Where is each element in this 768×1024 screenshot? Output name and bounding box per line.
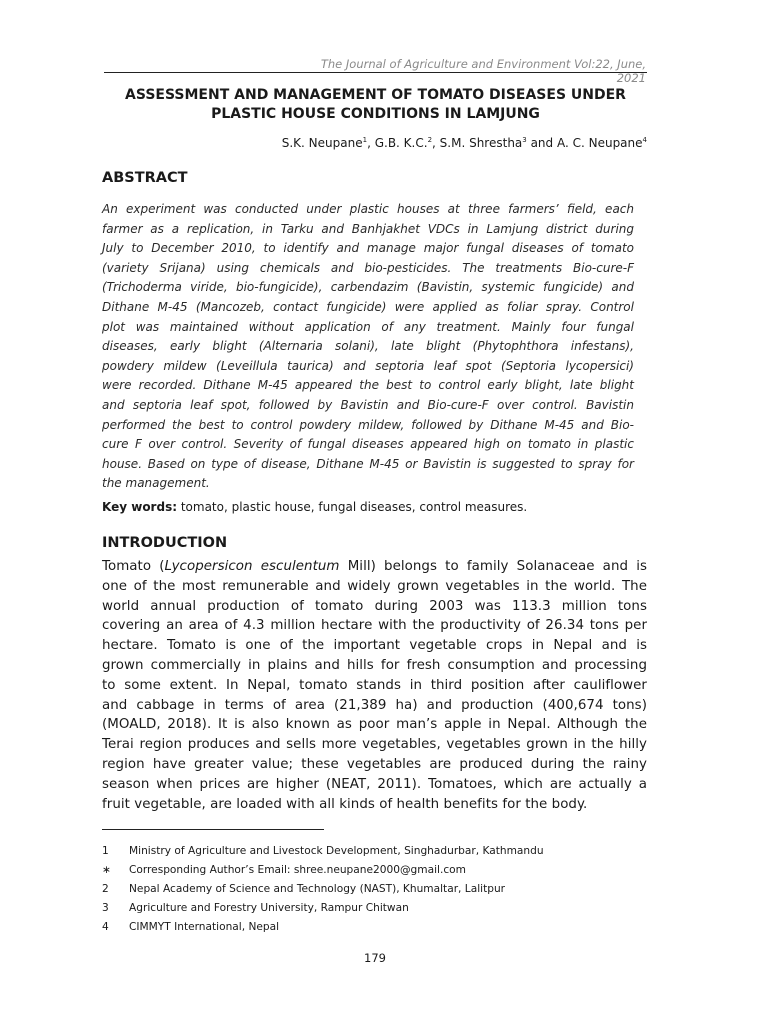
introduction-line: grown commercially in plains and hills for fresh consumption and processing — [102, 657, 647, 673]
introduction-line: one of the most remunerable and widely grown vegetables in the world. The — [102, 578, 647, 594]
intro-text-segment: Mill) belongs to family Solanaceae and is — [339, 559, 647, 574]
author-affiliation-mark: 3 — [522, 136, 527, 144]
abstract-line: powdery mildew (Leveillula taurica) and septoria leaf spot (Septoria lycopersici) — [102, 358, 634, 373]
author-separator: , — [367, 136, 375, 150]
species-name: Lycopersicon esculentum — [164, 559, 340, 574]
footnote-text: Ministry of Agriculture and Livestock Development, Singhadurbar, Kathmandu — [129, 845, 544, 857]
author-list — [200, 136, 647, 150]
footnote-mark: 3 — [102, 902, 109, 914]
abstract-heading: ABSTRACT — [102, 170, 188, 186]
author-separator: and — [526, 136, 557, 150]
abstract-line: plot was maintained without application of any treatment. Mainly four fungal — [102, 319, 634, 334]
abstract-line: the management. — [102, 476, 210, 491]
footnote-text: Corresponding Author’s Email: shree.neupane2000@gmail.com — [129, 864, 466, 876]
author-name: G.B. K.C. — [374, 136, 428, 150]
footnote — [102, 864, 662, 883]
footnote-text: CIMMYT International, Nepal — [129, 921, 280, 933]
introduction-line: hectare. Tomato is one of the important vegetable crops in Nepal and is — [102, 638, 647, 654]
author-name: S.M. Shrestha — [439, 136, 523, 150]
abstract-body — [102, 200, 634, 494]
footnote — [102, 845, 662, 864]
abstract-line: performed the best to control powdery mildew, followed by Dithane M-45 and Bio- — [102, 417, 634, 432]
footnote-mark: 1 — [102, 845, 109, 857]
introduction-line: world annual production of tomato during 2003 was 113.3 million tons — [102, 598, 647, 614]
keywords-text: tomato, plastic house, fungal diseases, control measures. — [177, 500, 528, 514]
author-affiliation-mark: 4 — [642, 136, 647, 144]
introduction-line: covering an area of 4.3 million hectare with the productivity of 26.34 tons per — [102, 618, 647, 634]
introduction-line: season when prices are higher (NEAT, 2011). Tomatoes, which are actually a — [102, 776, 647, 792]
abstract-line: July to December 2010, to identify and manage major fungal diseases of tomato — [102, 241, 634, 256]
introduction-line: and cabbage in terms of area (21,389 ha) and production (400,674 tons) — [102, 697, 647, 713]
introduction-line — [102, 557, 647, 577]
footnote-mark: 2 — [102, 883, 109, 895]
intro-text-segment: Tomato ( — [102, 559, 165, 574]
header-rule — [104, 72, 647, 73]
footnote-text: Agriculture and Forestry University, Rampur Chitwan — [129, 902, 409, 914]
abstract-line: house. Based on type of disease, Dithane M-45 or Bavistin is suggested to spray for — [102, 456, 634, 471]
author-separator: , — [432, 136, 440, 150]
author-name: A. C. Neupane — [556, 136, 643, 150]
page-number: 179 — [364, 951, 386, 965]
title-line: ASSESSMENT AND MANAGEMENT OF TOMATO DISEASES UNDER — [125, 87, 626, 103]
author-affiliation-mark: 2 — [427, 136, 433, 144]
abstract-line: Dithane M-45 (Mancozeb, contact fungicide) were applied as foliar spray. Control — [102, 299, 634, 314]
footnote — [102, 921, 662, 940]
abstract-line: diseases, early blight (Alternaria solani), late blight (Phytophthora infestans), — [102, 339, 634, 354]
author-name: S.K. Neupane — [281, 136, 363, 150]
article-title — [104, 86, 647, 124]
title-line: PLASTIC HOUSE CONDITIONS IN LAMJUNG — [211, 106, 540, 122]
introduction-body — [102, 557, 647, 814]
abstract-line: were recorded. Dithane M-45 appeared the best to control early blight, late blight — [102, 378, 634, 393]
abstract-line: farmer as a replication, in Tarku and Banhjakhet VDCs in Lamjung district during — [102, 221, 634, 236]
introduction-line: fruit vegetable, are loaded with all kinds of health benefits for the body. — [102, 796, 588, 812]
introduction-heading: INTRODUCTION — [102, 535, 228, 551]
introduction-line: to some extent. In Nepal, tomato stands in third position after cauliflower — [102, 677, 647, 693]
footnote-text: Nepal Academy of Science and Technology (NAST), Khumaltar, Lalitpur — [129, 883, 506, 895]
footnote-mark: ∗ — [102, 864, 111, 876]
footnote-list — [102, 845, 662, 940]
footnote-rule — [102, 829, 324, 830]
footnote — [102, 883, 662, 902]
introduction-line: region have greater value; these vegetables are produced during the rainy — [102, 756, 647, 772]
footnote-mark: 4 — [102, 921, 109, 933]
abstract-line: and septoria leaf spot, followed by Bavistin and Bio-cure-F over control. Bavistin — [102, 397, 634, 412]
author-affiliation-mark: 1 — [362, 136, 368, 144]
footnote — [102, 902, 662, 921]
keywords — [102, 500, 647, 514]
abstract-line: cure F over control. Severity of fungal diseases appeared high on tomato in plastic — [102, 437, 634, 452]
abstract-line: (variety Srijana) using chemicals and bio-pesticides. The treatments Bio-cure-F — [102, 260, 634, 275]
introduction-line: (MOALD, 2018). It is also known as poor man’s apple in Nepal. Although the — [102, 717, 647, 733]
introduction-line: Terai region produces and sells more vegetables, vegetables grown in the hilly — [102, 737, 647, 753]
running-head: The Journal of Agriculture and Environment Vol:22, June, 2021 — [320, 57, 646, 85]
abstract-line: An experiment was conducted under plastic houses at three farmers’ field, each — [102, 202, 634, 216]
abstract-line: (Trichoderma viride, bio-fungicide), carbendazim (Bavistin, systemic fungicide) and — [102, 280, 634, 295]
keywords-label: Key words: — [102, 500, 178, 514]
